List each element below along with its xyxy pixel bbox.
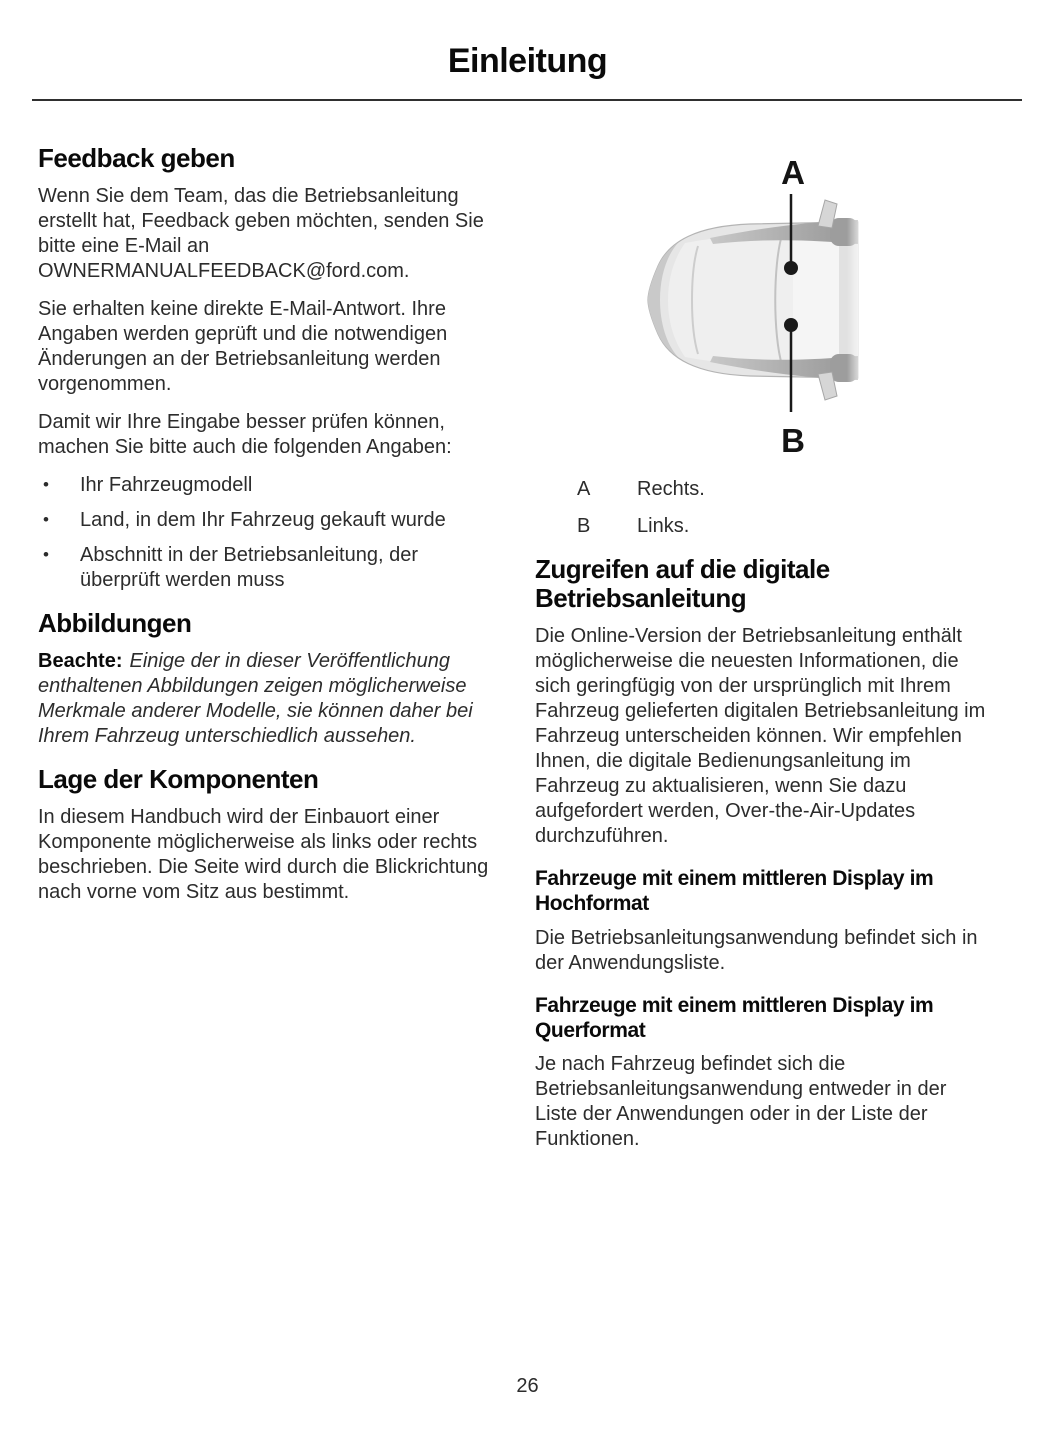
figure-legend [535, 477, 993, 539]
list-item-text: Abschnitt in der Betriebsanleitung, der überprüft werden muss [80, 544, 418, 592]
subheading-querformat: Fahrzeuge mit einem mittleren Display im Querformat [535, 993, 934, 1042]
legend-value: Rechts. [637, 478, 705, 500]
bullet-icon: • [43, 475, 49, 495]
right-column [535, 132, 993, 1165]
legend-key: A [577, 478, 591, 500]
legend-value: Links. [637, 515, 690, 537]
list-item [38, 473, 493, 498]
legend-row [535, 477, 993, 502]
figure-label-b: B [781, 422, 805, 459]
title-divider [32, 99, 1022, 101]
page-number: 26 [516, 1375, 539, 1397]
list-item [38, 543, 493, 593]
bullet-icon: • [43, 545, 49, 565]
querformat-paragraph: Je nach Fahrzeug befindet sich die Betriebsanleitungsanwendung entweder in der Liste der Anwendungen oder in der Liste der Funktionen. [535, 1053, 947, 1151]
feedback-paragraph-2: Sie erhalten keine direkte E-Mail-Antwort. Ihre Angaben werden geprüft und die notwendigen Änderungen an der Betriebsanleitung werden vorgenommen. [38, 298, 448, 396]
legend-row [535, 514, 993, 539]
abbildungen-note [38, 649, 493, 749]
feedback-paragraph-3: Damit wir Ihre Eingabe besser prüfen können, machen Sie bitte auch die folgenden Angaben: [38, 411, 452, 459]
note-text: Einige der in dieser Veröffentlichung enthaltenen Abbildungen zeigen möglicherweise Merkmale anderer Modelle, sie können daher bei Ihrem Fahrzeug unterschiedlich aussehen. [38, 650, 473, 748]
section-heading-feedback: Feedback geben [38, 143, 235, 173]
note-label: Beachte: [38, 650, 123, 673]
car-top-view-illustration [535, 140, 993, 475]
section-heading-abbildungen: Abbildungen [38, 608, 192, 639]
car-cut-fade [847, 198, 865, 402]
car-windshield [793, 232, 839, 368]
callout-dot-a [784, 261, 798, 275]
lage-paragraph: In diesem Handbuch wird der Einbauort einer Komponente möglicherweise als links oder rechts beschrieben. Die Seite wird durch die Blickrichtung nach vorne vom Sitz aus bestimmt. [38, 806, 489, 904]
feedback-paragraph-1: Wenn Sie dem Team, das die Betriebsanleitung erstellt hat, Feedback geben möchten, senden Sie bitte eine E-Mail an OWNERMANUALFEEDBACK@ford.com. [38, 185, 484, 283]
section-heading-digital: Zugreifen auf die digitale Betriebsanleitung [535, 554, 830, 614]
hochformat-paragraph: Die Betriebsanleitungsanwendung befindet sich in der Anwendungsliste. [535, 926, 978, 974]
list-item [38, 508, 493, 533]
digital-paragraph: Die Online-Version der Betriebsanleitung enthält möglicherweise die neuesten Informationen, die sich geringfügig von der ursprünglich mit Ihrem Fahrzeug gelieferten digitalen Betriebsanleitung im Fahrzeug unterscheiden können. Wir empfehlen Ihnen, die digitale Bedienungsanleitung im Fahrzeug zu aktualisieren, wenn Sie dazu aufgefordert werden, Over-the-Air-Updates durchzuführen. [535, 625, 986, 848]
feedback-details-list [38, 473, 493, 593]
bullet-icon: • [43, 510, 49, 530]
section-heading-lage: Lage der Komponenten [38, 764, 319, 795]
car-orientation-figure [535, 140, 993, 475]
figure-label-a: A [781, 154, 805, 191]
left-column [38, 132, 493, 918]
legend-key: B [577, 515, 591, 537]
list-item-text: Ihr Fahrzeugmodell [80, 474, 253, 497]
subheading-hochformat: Fahrzeuge mit einem mittleren Display im Hochformat [535, 867, 934, 915]
page-title: Einleitung [447, 42, 608, 80]
list-item-text: Land, in dem Ihr Fahrzeug gekauft wurde [80, 509, 446, 532]
